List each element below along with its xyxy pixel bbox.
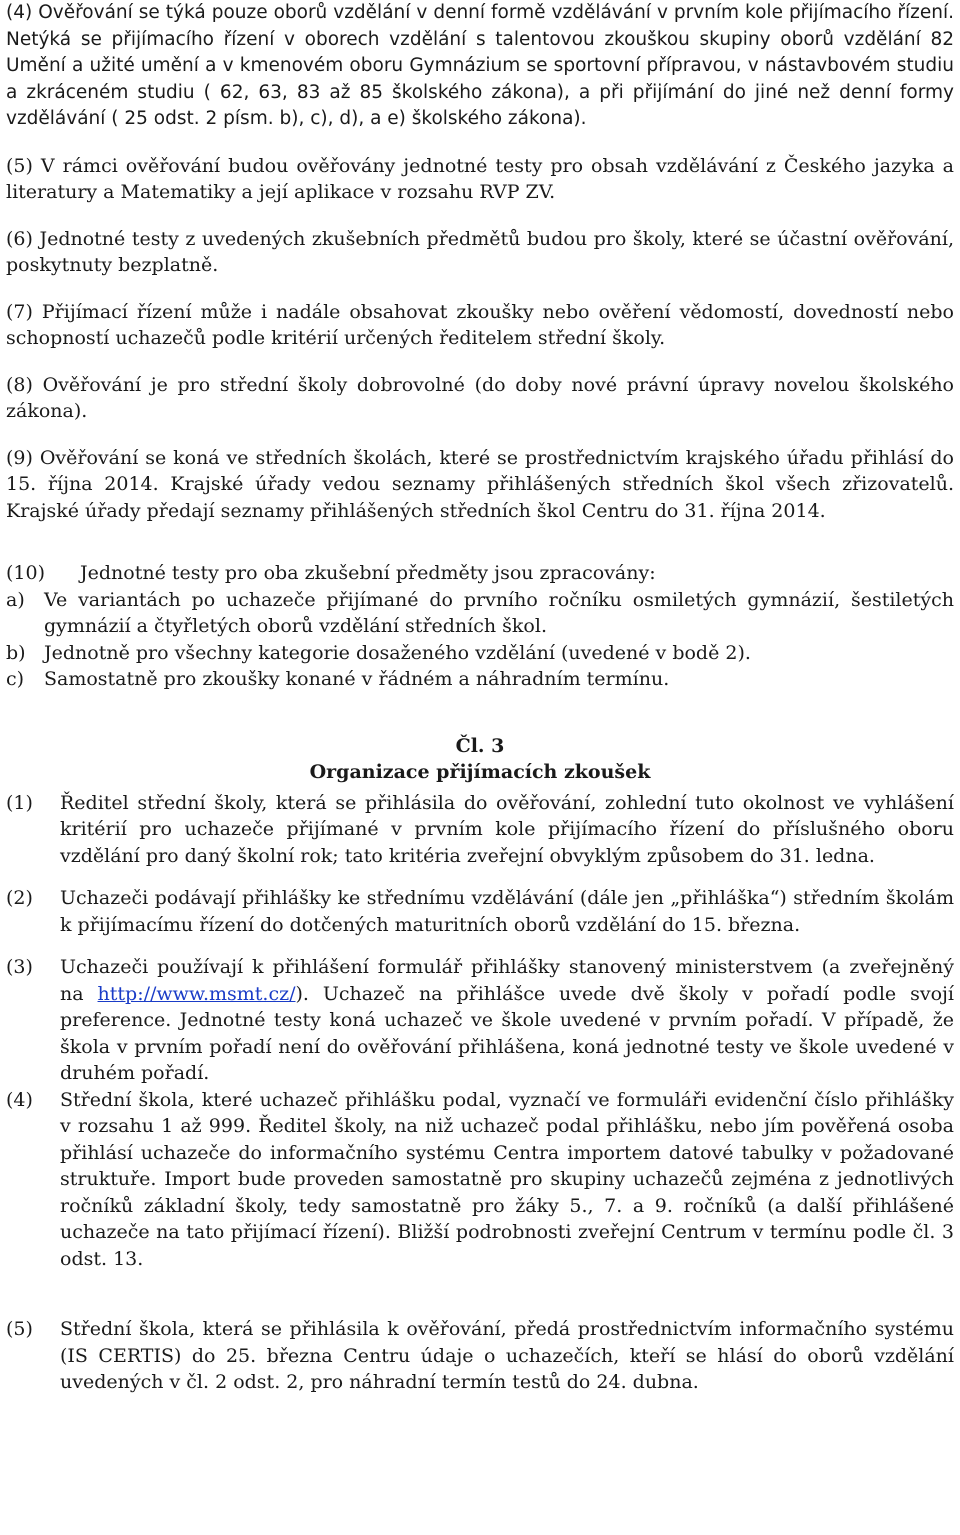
article-paragraph-3 [6, 954, 954, 1087]
msmt-link[interactable]: http://www.msmt.cz/ [97, 982, 296, 1005]
paragraph-text-end: ). Uchazeč na přihlášce uvede dvě školy v pořadí podle svojí preference. Jednotné testy koná uchazeč ve škole uvedené v prvním pořadí. V případě, že škola v prvním pořadí není do ověřování přihlášena, koná jednotné testy ve škole uvedené v druhém pořadí. [60, 982, 954, 1084]
paragraph-number: (3) [6, 956, 33, 978]
paragraph-number: (10) [6, 562, 46, 584]
paragraph-text: Uchazeči podávají přihlášky ke střednímu vzdělávání (dále jen „přihláška“) středním školám k přijímacímu řízení do dotčených maturitních oborů vzdělání do 15. března. [60, 887, 954, 936]
paragraph-number: (4) [6, 1088, 33, 1111]
article-paragraph-4 [6, 1087, 954, 1273]
list-item-text: Jednotně pro všechny kategorie dosaženého vzdělání (uvedené v bodě 2). [44, 641, 751, 664]
paragraph-text: Střední škola, která se přihlásila k ověřování, předá prostřednictvím informačního systému (IS CERTIS) do 25. března Centru údaje o uchazečích, kteří se hlásí do oborů vzdělání uvedených v čl. 2 odst. 2, pro náhradní termín testů do 24. dubna. [60, 1318, 954, 1393]
list-item [6, 666, 954, 693]
list-item [6, 640, 954, 667]
article-paragraph-5 [6, 1316, 954, 1396]
paragraph-6 [6, 226, 954, 279]
article-number: Čl. 3 [455, 734, 505, 757]
list-item-text: Ve variantách po uchazeče přijímané do prvního ročníku osmiletých gymnázií, šestiletých gymnázií a čtyřletých oborů vzdělání středních škol. [44, 588, 954, 637]
paragraph-text-start: Uchazeči používají k přihlášení formulář přihlášky stanovený ministerstvem (a zveřejněný na [60, 956, 954, 1005]
paragraph-5 [6, 153, 954, 206]
list-item-marker: c) [6, 668, 25, 690]
paragraph-number: (2) [6, 887, 33, 909]
paragraph-number: (8) [6, 373, 33, 396]
paragraph-number: (4) [6, 2, 33, 23]
paragraph-text: Přijímací řízení může i nadále obsahovat zkoušky nebo ověření vědomostí, dovedností nebo schopností uchazečů podle kritérií určených ředitelem střední školy. [6, 300, 955, 349]
paragraph-9 [6, 445, 954, 525]
list-item-marker: b) [6, 641, 26, 664]
paragraph-4 [6, 0, 954, 133]
paragraph-text: Ověřování se koná ve středních školách, které se prostřednictvím krajského úřadu přihlásí do 15. října 2014. Krajské úřady vedou seznamy přihlášených středních škol všech zřizovatelů. Krajské úřady předají seznamy přihlášených středních škol Centru do 31. října 2014. [6, 446, 954, 522]
article-title: Organizace přijímacích zkoušek [309, 761, 651, 783]
list-item [6, 587, 954, 640]
paragraph-text: Ověřování se týká pouze oborů vzdělání v denní formě vzdělávání v prvním kole přijímacího řízení. Netýká se přijímacího řízení v oborech vzdělání s talentovou zkouškou skupiny oborů vzdělání 82 Umění a užité umění a v kmenovém oboru Gymnázium se sportovní přípravou, v nástavbovém studiu a zkráceném studiu ( 62, 63, 83 až 85 školského zákona), a při přijímání do jiné než denní formy vzdělávání ( 25 odst. 2 písm. b), c), d), a e) školského zákona). [6, 2, 954, 129]
paragraph-number: (6) [6, 227, 33, 250]
paragraph-text: Ředitel střední školy, která se přihlásila do ověřování, zohlední tuto okolnost ve vyhlášení kritérií pro uchazeče přijímané v prvním kole přijímacího řízení do příslušného oboru vzdělání pro daný školní rok; tato kritéria zveřejní obvyklým způsobem do 31. ledna. [60, 791, 954, 867]
paragraph-text: Jednotné testy z uvedených zkušebních předmětů budou pro školy, které se účastní ověřování, poskytnuty bezplatně. [6, 227, 954, 276]
paragraph-text: Střední škola, které uchazeč přihlášku podal, vyznačí ve formuláři evidenční číslo přihlášky v rozsahu 1 až 999. Ředitel školy, na niž uchazeč podal přihlášku, nebo jím pověřená osoba přihlásí uchazeče do informačního systému Centra importem datové tabulky v požadované struktuře. Import bude proveden samostatně pro skupiny uchazečů zejména z jednotlivých ročníků základní školy, tedy samostatně pro žáky 5., 7. a 9. ročníků (a další přihlášené uchazeče na tato přijímací řízení). Bližší podrobnosti zveřejní Centrum v termínu podle čl. 3 odst. 13. [60, 1088, 954, 1270]
paragraph-text: Jednotné testy pro oba zkušební předměty jsou zpracovány: [80, 562, 656, 584]
paragraph-number: (7) [6, 300, 33, 323]
paragraph-10 [6, 560, 954, 587]
paragraph-number: (9) [6, 446, 33, 469]
paragraph-number: (5) [6, 154, 33, 177]
paragraph-text: Ověřování je pro střední školy dobrovolné (do doby nové právní úpravy novelou školského zákona). [6, 373, 954, 422]
paragraph-number: (5) [6, 1318, 33, 1340]
article-paragraph-2 [6, 885, 954, 938]
paragraph-text: V rámci ověřování budou ověřovány jednotné testy pro obsah vzdělávání z Českého jazyka a literatury a Matematiky a její aplikace v rozsahu RVP ZV. [6, 154, 954, 203]
article-paragraph-1 [6, 790, 954, 870]
paragraph-number: (1) [6, 791, 33, 814]
paragraph-text [60, 954, 954, 1087]
paragraph-7 [6, 299, 954, 352]
list-item-text: Samostatně pro zkoušky konané v řádném a náhradním termínu. [44, 668, 670, 690]
paragraph-8 [6, 372, 954, 425]
list-item-marker: a) [6, 588, 25, 611]
